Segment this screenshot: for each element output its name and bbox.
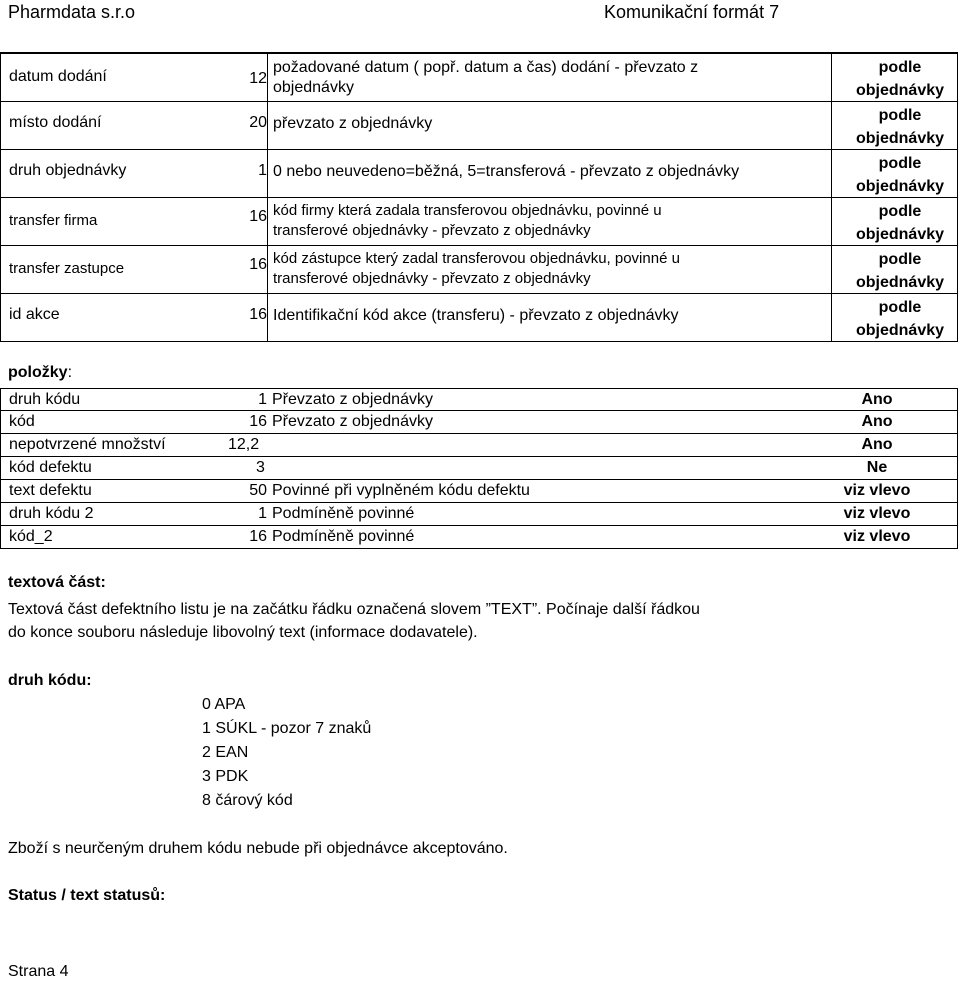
- table-row: [1, 149, 957, 197]
- code-type-item: 0 APA: [202, 696, 246, 713]
- field-length: 16: [249, 306, 267, 323]
- table-row: [1, 53, 957, 101]
- description-line: kód zástupce který zadal transferovou objednávku, povinné u: [273, 250, 680, 267]
- item-required: Ano: [861, 436, 893, 453]
- acceptance-note: Zboží s neurčeným druhem kódu nebude při objednávce akceptováno.: [8, 840, 508, 857]
- table-row: [1, 245, 957, 293]
- field-required: [845, 296, 955, 342]
- table-row: [0, 388, 958, 411]
- description-line: kód firmy která zadala transferovou objednávku, povinné u: [273, 202, 662, 219]
- description-line: transferové objednávky - převzato z objednávky: [273, 222, 591, 239]
- item-required: viz vlevo: [843, 528, 911, 545]
- code-type-item: 3 PDK: [202, 768, 249, 785]
- description-line: objednávky: [273, 79, 354, 96]
- required-line: podle: [878, 155, 922, 172]
- items-section-title: [8, 364, 72, 382]
- item-required: Ano: [861, 413, 893, 430]
- field-name: místo dodání: [9, 114, 102, 131]
- item-description: Podmíněně povinné: [272, 528, 415, 545]
- field-description: Identifikační kód akce (transferu) - převzato z objednávky: [273, 307, 679, 324]
- item-required: viz vlevo: [843, 482, 911, 499]
- field-name: datum dodání: [9, 68, 107, 85]
- table-row: [0, 457, 958, 480]
- required-line: podle: [878, 107, 922, 124]
- page-number: Strana 4: [8, 963, 69, 980]
- item-name: text defektu: [9, 482, 92, 499]
- code-type-item: 2 EAN: [202, 744, 249, 761]
- required-line: objednávky: [855, 178, 945, 195]
- item-length: 3: [256, 459, 265, 476]
- item-length: 16: [249, 528, 267, 545]
- table-row: [0, 411, 958, 434]
- company-name: Pharmdata s.r.o: [8, 2, 136, 22]
- table-row: [0, 434, 958, 457]
- item-name: druh kódu 2: [9, 505, 94, 522]
- field-name: transfer firma: [9, 212, 98, 229]
- header-fields-table: [0, 52, 958, 342]
- field-required: [845, 200, 955, 246]
- field-description: 0 nebo neuvedeno=běžná, 5=transferová - převzato z objednávky: [273, 163, 740, 180]
- text-part-line: Textová část defektního listu je na začátku řádku označená slovem ”TEXT”. Počínaje další řádkou: [8, 601, 700, 618]
- table-row: [1, 197, 957, 245]
- field-required: [845, 152, 955, 198]
- text-part-title: textová část:: [8, 574, 106, 591]
- table-row: [0, 503, 958, 526]
- item-required: Ano: [861, 391, 893, 408]
- items-title-colon: :: [67, 364, 73, 381]
- required-line: objednávky: [855, 130, 945, 147]
- item-name: kód defektu: [9, 459, 92, 476]
- items-title-text: položky: [8, 364, 68, 381]
- item-description: Převzato z objednávky: [272, 391, 433, 408]
- field-length: 20: [249, 114, 267, 131]
- field-length: 16: [249, 208, 267, 225]
- field-name: druh objednávky: [9, 162, 127, 179]
- required-line: podle: [878, 59, 922, 76]
- code-types-title: druh kódu:: [8, 672, 92, 689]
- item-length: 50: [249, 482, 267, 499]
- item-length: 12,2: [228, 436, 260, 453]
- code-type-item: 1 SÚKL - pozor 7 znaků: [202, 720, 372, 737]
- item-description: Podmíněně povinné: [272, 505, 415, 522]
- item-description: Převzato z objednávky: [272, 413, 433, 430]
- item-length: 1: [258, 505, 267, 522]
- text-part-line: do konce souboru následuje libovolný text (informace dodavatele).: [8, 624, 478, 641]
- description-line: transferové objednávky - převzato z objednávky: [273, 270, 591, 287]
- table-row: [1, 101, 957, 149]
- required-line: objednávky: [855, 226, 945, 243]
- item-name: kód: [9, 413, 35, 430]
- item-name: druh kódu: [9, 391, 81, 408]
- table-row: [0, 480, 958, 503]
- item-description: Povinné při vyplněném kódu defektu: [272, 482, 530, 499]
- required-line: objednávky: [855, 82, 945, 99]
- field-name: transfer zastupce: [9, 260, 125, 277]
- item-name: nepotvrzené množství: [9, 436, 166, 453]
- field-description: převzato z objednávky: [273, 115, 433, 132]
- table-row: [0, 526, 958, 549]
- item-length: 1: [258, 391, 267, 408]
- items-table: [0, 388, 958, 549]
- field-required: [845, 248, 955, 294]
- item-length: 16: [249, 413, 267, 430]
- required-line: podle: [878, 299, 922, 316]
- description-line: požadované datum ( popř. datum a čas) dodání - převzato z: [273, 59, 699, 76]
- field-name: id akce: [9, 306, 60, 323]
- field-length: 16: [249, 256, 267, 273]
- status-title: Status / text statusů:: [8, 887, 166, 904]
- item-name: kód_2: [9, 528, 53, 545]
- field-description: [273, 201, 662, 241]
- item-required: Ne: [866, 459, 888, 476]
- document-title: Komunikační formát 7: [604, 2, 780, 22]
- item-required: viz vlevo: [843, 505, 911, 522]
- code-type-item: 8 čárový kód: [202, 792, 293, 809]
- table-row: [1, 293, 957, 341]
- field-length: 12: [249, 70, 267, 87]
- required-line: podle: [878, 203, 922, 220]
- field-description: [273, 249, 680, 289]
- required-line: objednávky: [855, 274, 945, 291]
- required-line: podle: [878, 251, 922, 268]
- required-line: objednávky: [855, 322, 945, 339]
- field-description: [273, 58, 698, 98]
- page-header: [0, 0, 960, 28]
- field-required: [845, 104, 955, 150]
- field-required: [845, 56, 955, 102]
- field-length: 1: [258, 162, 267, 179]
